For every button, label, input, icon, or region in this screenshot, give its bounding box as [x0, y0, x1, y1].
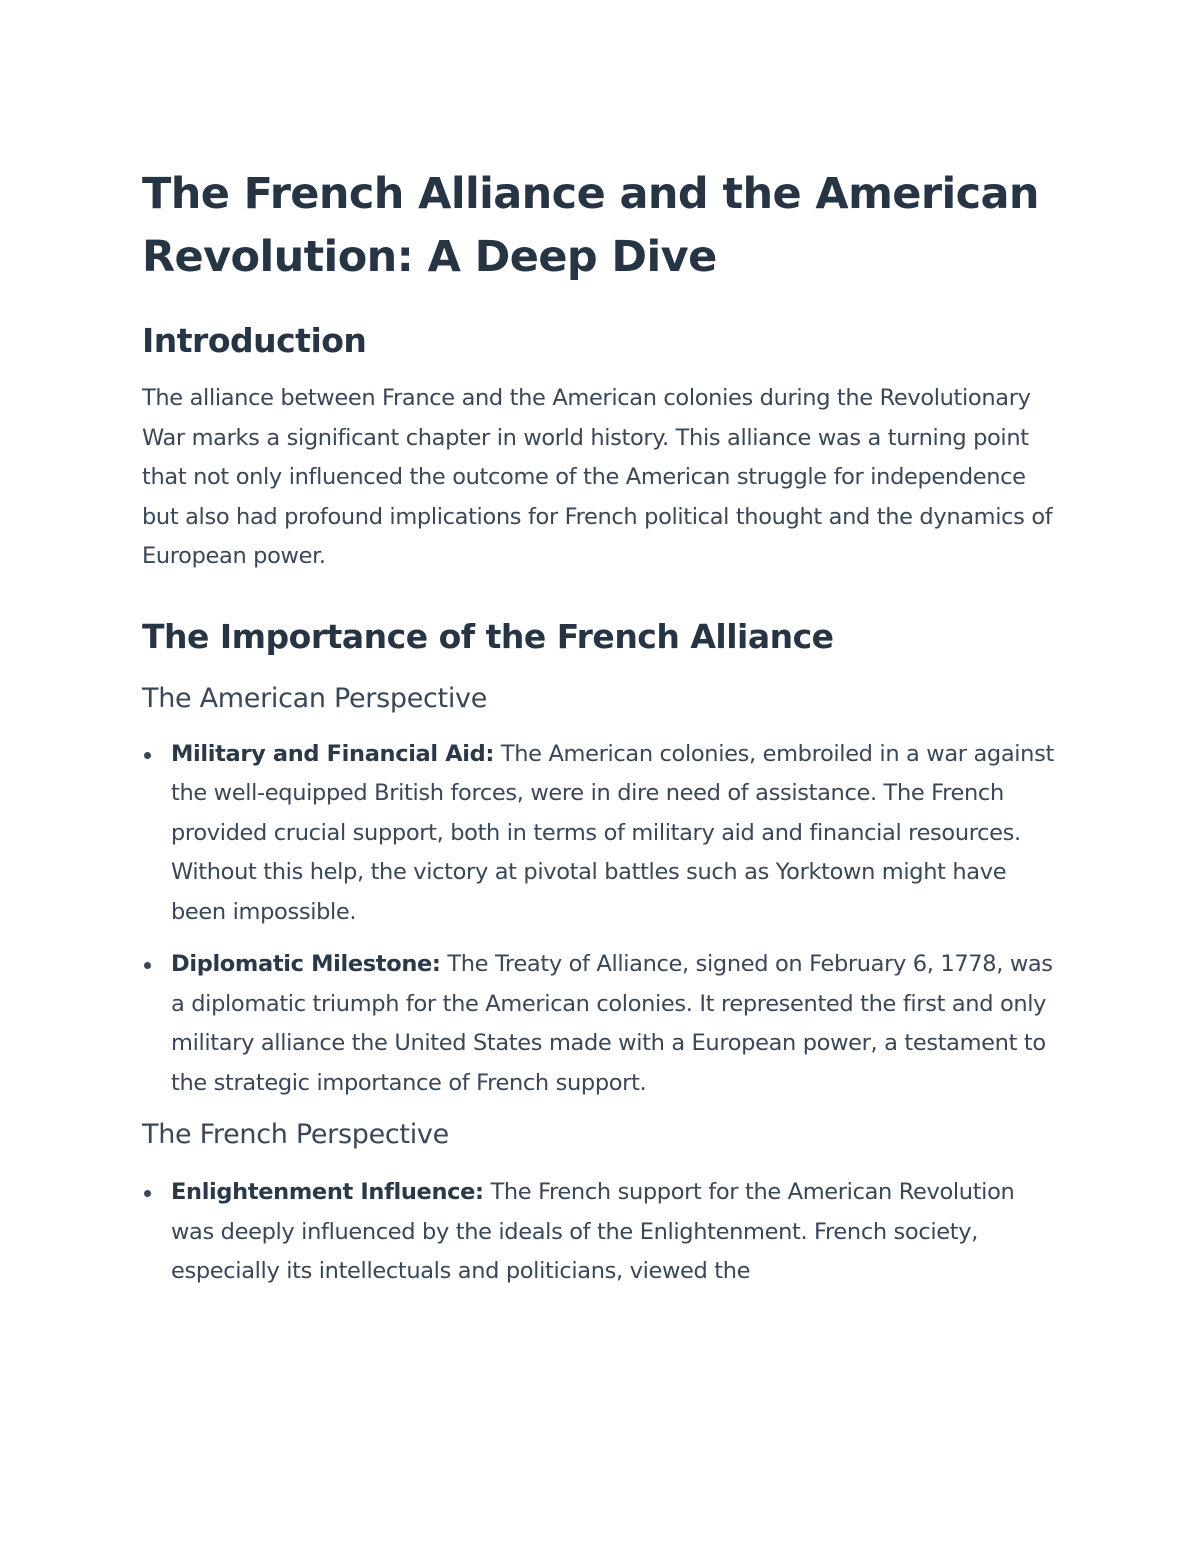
french-perspective-list [142, 1173, 1060, 1292]
list-item-text: The Treaty of Alliance, signed on February 6, 1778, was a diplomatic triumph for the American colonies. It represented the first and only military alliance the United States made with a European power, a testament to the strategic importance of French support. [171, 951, 1053, 1096]
document-title: The French Alliance and the American Revolution: A Deep Dive [142, 169, 1039, 282]
list-item-label: Military and Financial Aid: [171, 740, 495, 767]
introduction-paragraph: The alliance between France and the American colonies during the Revolutionary War marks a significant chapter in world history. This alliance was a turning point that not only influenced the outcome of the American struggle for independence but also had profound implications for French political thought and the dynamics of European power. [142, 385, 1053, 569]
list-item-text: The American colonies, embroiled in a war against the well-equipped British forces, were in dire need of assistance. The French provided crucial support, both in terms of military aid and financial resources. Without this help, the victory at pivotal battles such as Yorktown might have been impossible. [171, 740, 1054, 925]
list-item-label: Enlightenment Influence: [171, 1179, 484, 1205]
list-item-text: The French support for the American Revolution was deeply influenced by the ideals of the Enlightenment. French society, especially its intellectuals and politicians, viewed the [171, 1179, 1015, 1284]
list-item-diplomatic-milestone [142, 945, 1060, 1103]
list-item-enlightenment [142, 1173, 1060, 1292]
list-item-military-aid [142, 735, 1060, 933]
french-perspective-heading: The French Perspective [142, 1119, 449, 1150]
list-item-label: Diplomatic Milestone: [171, 951, 441, 977]
american-perspective-list [142, 735, 1060, 1104]
importance-heading: The Importance of the French Alliance [142, 616, 834, 656]
american-perspective-heading: The American Perspective [142, 682, 488, 714]
bullet-icon [144, 1190, 151, 1197]
document-page [142, 163, 1060, 1292]
introduction-heading: Introduction [142, 321, 367, 360]
bullet-icon [144, 962, 151, 969]
bullet-icon [144, 752, 151, 759]
